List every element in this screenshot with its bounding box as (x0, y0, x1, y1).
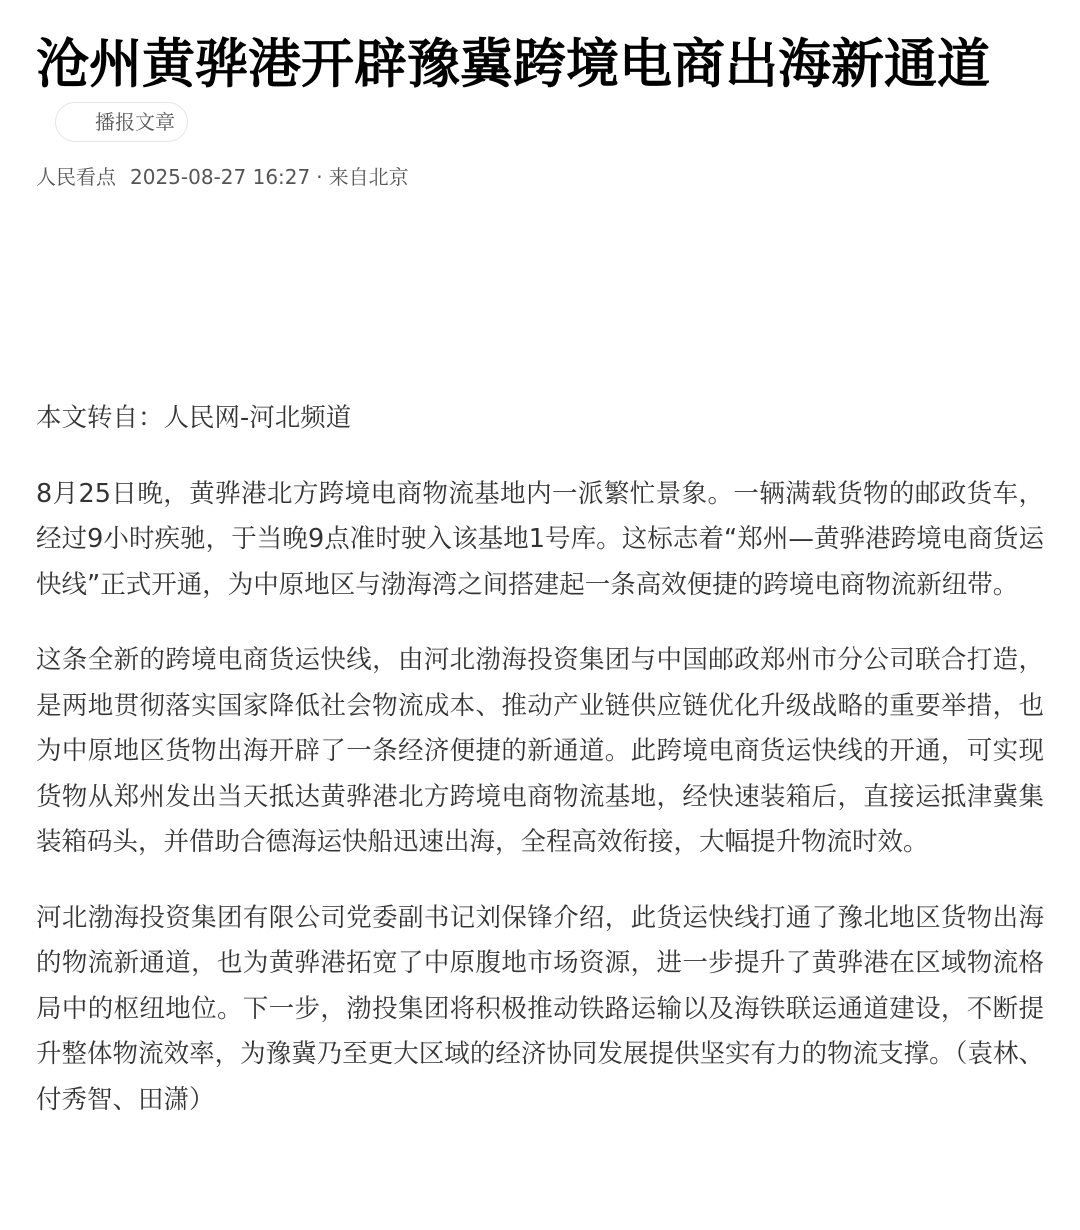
repost-note: 本文转自：人民网-河北频道 (36, 403, 352, 433)
meta-separator: · (316, 165, 323, 189)
article-datetime: 2025-08-27 16:27 (130, 165, 311, 189)
article-paragraph: 河北渤海投资集团有限公司党委副书记刘保锋介绍，此货运快线打通了豫北地区货物出海的物流新通道，也为黄骅港拓宽了中原腹地市场资源，进一步提升了黄骅港在区域物流格局中的枢纽地位。下一步，渤投集团将积极推动铁路运输以及海铁联运通道建设，不断提升整体物流效率，为豫冀乃至更大区域的经济协同发展提供坚实有力的物流支撑。（袁林、付秀智、田潇） (36, 902, 1044, 1115)
article-paragraph: 这条全新的跨境电商货运快线，由河北渤海投资集团与中国邮政郑州市分公司联合打造，是两地贯彻落实国家降低社会物流成本、推动产业链供应链优化升级战略的重要举措，也为中原地区货物出海开辟了一条经济便捷的新通道。此跨境电商货运快线的开通，可实现货物从郑州发出当天抵达黄骅港北方跨境电商物流基地，经快速装箱后，直接运抵津冀集装箱码头，并借助合德海运快船迅速出海，全程高效衔接，大幅提升物流时效。 (36, 645, 1044, 857)
article-source[interactable]: 人民看点 (36, 165, 116, 189)
article-paragraph: 8月25日晚，黄骅港北方跨境电商物流基地内一派繁忙景象。一辆满载货物的邮政货车，经过9小时疾驰，于当晚9点准时驶入该基地1号库。这标志着“郑州—黄骅港跨境电商货运快线”正式开通，为中原地区与渤海湾之间搭建起一条高效便捷的跨境电商物流新纽带。 (36, 478, 1044, 600)
article-meta (36, 162, 409, 192)
article-title: 沧州黄骅港开辟豫冀跨境电商出海新通道 (36, 34, 990, 95)
listen-article-button[interactable] (55, 102, 188, 142)
listen-article-label: 播报文章 (95, 110, 175, 134)
article-location: 来自北京 (328, 165, 409, 189)
article-body (36, 396, 1044, 1123)
